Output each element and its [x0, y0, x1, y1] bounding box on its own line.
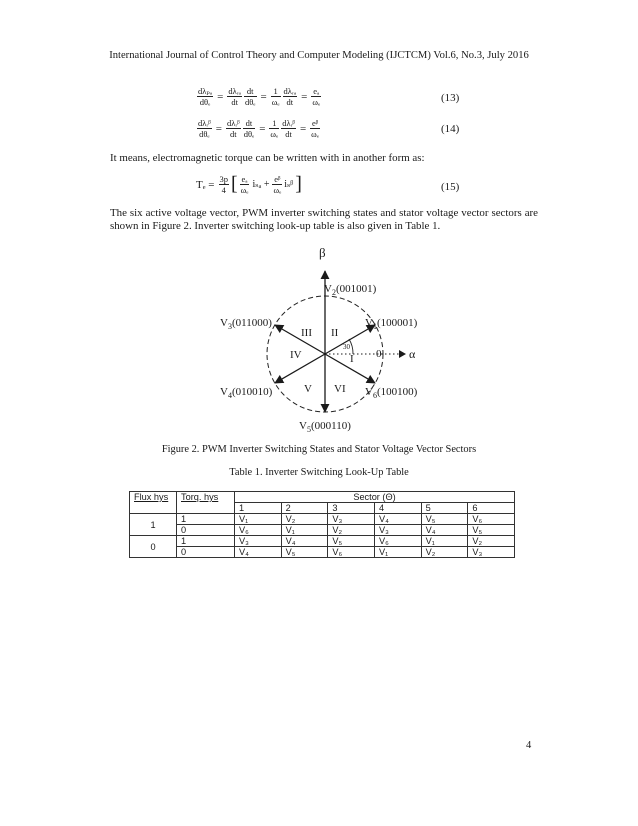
table-cell: V₅: [281, 547, 328, 558]
table-cell: V₄: [281, 536, 328, 547]
table-cell: V₂: [421, 547, 468, 558]
sector-number: 1: [235, 503, 282, 514]
alpha-label: α: [409, 347, 416, 361]
vector-label-v4: $V_4(010010)$: [220, 386, 273, 400]
header-flux-hys: Flux hys: [130, 492, 177, 514]
table-cell: V₆: [328, 547, 375, 558]
sector-number: 3: [328, 503, 375, 514]
sector-number: 2: [281, 503, 328, 514]
table-cell: V₅: [328, 536, 375, 547]
table-cell: V₂: [468, 536, 515, 547]
table-cell: V₃: [328, 514, 375, 525]
vector-label-v5: $V_5(000110)$: [299, 420, 351, 434]
lookup-table: [129, 491, 515, 558]
page-number: 4: [526, 740, 532, 751]
equation-number-13: (13): [441, 92, 460, 104]
equation-number-15: (15): [441, 181, 460, 193]
figure-caption: Figure 2. PWM Inverter Switching States and Stator Voltage Vector Sectors: [161, 444, 477, 455]
table-row: [130, 547, 515, 558]
zero-vector-label: 0: [376, 348, 382, 360]
equation-14: $\frac{\text{dλᵣᵝ}}{\text{dθₑ}}$ = $\frac{\text{dλᵣᵝ}}{dt}$ $\frac{dt}{\text{dθₑ}}$ = $\frac{1}{\text{ωₑ}}$ $\frac{\text{dλᵣᵝ}}{dt}$ = $\frac{\text{eᵝ}}{\text{ωₑ}}$: [198, 118, 319, 139]
beta-label: β: [319, 245, 326, 260]
torq-value: 1: [177, 514, 235, 525]
table-cell: V₃: [374, 525, 421, 536]
alpha-arrowhead: [399, 350, 406, 358]
table-cell: V₁: [421, 536, 468, 547]
sector-label-iii: III: [301, 327, 312, 339]
table-cell: V₄: [374, 514, 421, 525]
table-cell: V₃: [468, 547, 515, 558]
table-cell: V₆: [468, 514, 515, 525]
table-cell: V₅: [468, 525, 515, 536]
sector-label-v: V: [304, 383, 312, 395]
equation-number-14: (14): [441, 123, 460, 135]
table-row: [130, 525, 515, 536]
torq-value: 0: [177, 525, 235, 536]
table-cell: V₁: [374, 547, 421, 558]
table-cell: V₁: [235, 514, 282, 525]
table-cell: V₅: [421, 514, 468, 525]
sector-number: 5: [421, 503, 468, 514]
header-torq-hys: Torq. hys: [177, 492, 235, 514]
body-paragraph: The six active voltage vector, PWM inverter switching states and stator voltage vector sectors are shown in Figure 2. Inverter switching look-up table is also given in Table 1.: [110, 207, 538, 233]
table-row: [130, 536, 515, 547]
flux-value: 0: [130, 536, 177, 558]
table-cell: V₄: [421, 525, 468, 536]
vector-label-v3: $V_3(011000)$: [220, 317, 272, 331]
angle-label: 30: [343, 343, 350, 351]
torq-value: 1: [177, 536, 235, 547]
fraction: $\frac{\text{dλₚₐ}}{\text{dθₑ}}$: [198, 86, 213, 107]
sector-label-i: I: [350, 353, 354, 365]
vector-label-v1: $V_1(100001)$: [365, 317, 418, 331]
table-cell: V₄: [235, 547, 282, 558]
vector-label-v2: $V_2(001001)$: [324, 283, 377, 297]
vector-label-v6: $V_6(100100)$: [365, 386, 418, 400]
equation-15: Tₑ = $\frac{3p}{4}$ [ $\frac{\text{eₐ}}{\text{ωₑ}}$ iₛₐ + $\frac{\text{eᵝ}}{\text{ωₑ}}$ iₛᵝ ]: [196, 173, 302, 195]
table-row: [130, 514, 515, 525]
table-caption: Table 1. Inverter Switching Look-Up Table: [229, 467, 409, 478]
equation-13: $\frac{\text{dλₚₐ}}{\text{dθₑ}}$ = $\frac{\text{dλᵣₐ}}{dt}$ $\frac{dt}{\text{dθₑ}}$ = $\frac{1}{\text{ωₑ}}$ $\frac{\text{dλᵣₐ}}{dt}$ = $\frac{\text{eₐ}}{\text{ωₑ}}$: [198, 86, 321, 107]
table-cell: V₁: [281, 525, 328, 536]
sector-label-iv: IV: [290, 349, 302, 361]
sector-label-ii: II: [331, 327, 339, 339]
table-cell: V₃: [235, 536, 282, 547]
body-text-line: It means, electromagnetic torque can be written with in another form as:: [110, 152, 425, 164]
sector-label-vi: VI: [334, 383, 346, 395]
table-cell: V₆: [235, 525, 282, 536]
table-cell: V₂: [281, 514, 328, 525]
running-header: International Journal of Control Theory and Computer Modeling (IJCTCM) Vol.6, No.3, July 2016: [109, 50, 529, 61]
table-header-row: [130, 492, 515, 503]
table-cell: V₂: [328, 525, 375, 536]
flux-value: 1: [130, 514, 177, 536]
voltage-vector-diagram: [200, 240, 440, 440]
sector-number: 6: [468, 503, 515, 514]
header-sector: Sector (Θ): [235, 492, 515, 503]
table-cell: V₆: [374, 536, 421, 547]
torq-value: 0: [177, 547, 235, 558]
sector-number: 4: [374, 503, 421, 514]
